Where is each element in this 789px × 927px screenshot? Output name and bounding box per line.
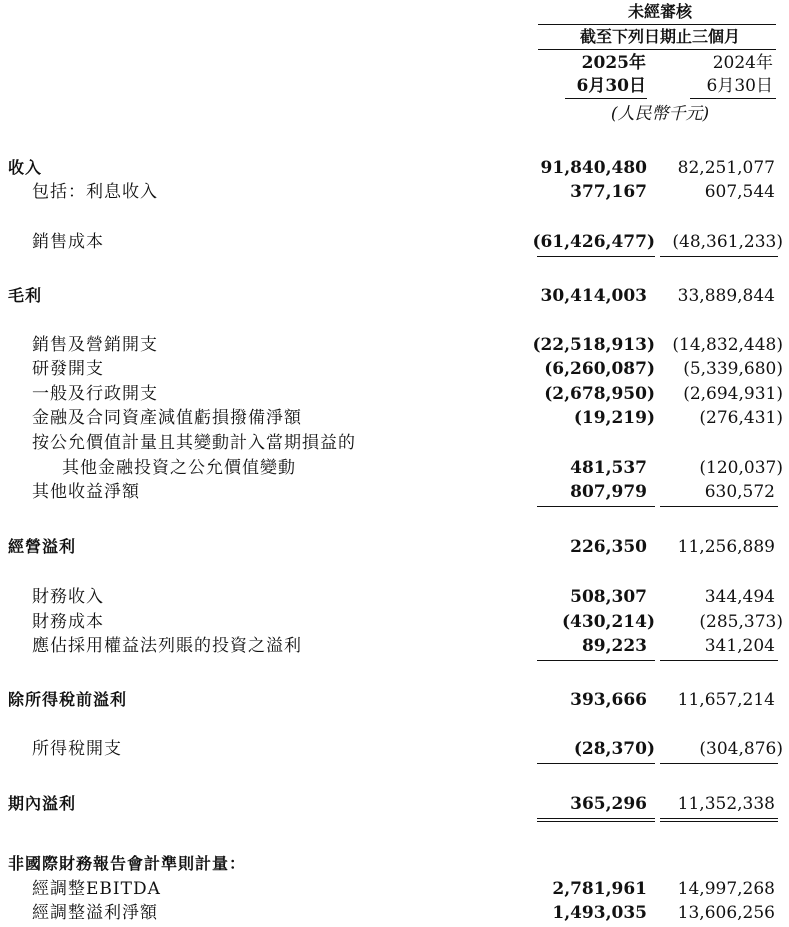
header-rule-2024 [690,98,776,99]
period-note: 截至下列日期止三個月 [579,27,740,46]
gross-profit-label: 毛利 [8,286,43,305]
rule-tax-2025 [537,763,655,764]
operating-profit-2025: 226,350 [570,537,647,557]
rd-expenses-label: 研發開支 [32,359,104,379]
gross-profit-2024: 33,889,844 [677,286,775,306]
equity-share-2024: 341,204 [704,636,775,656]
double-rule-2024 [660,818,778,822]
admin-expenses-2025: (2,678,950) [544,384,655,404]
profit-for-period-2024: 11,352,338 [677,794,775,814]
header-rule-top [538,24,776,25]
col-2025-date: 6月30日 [576,76,646,96]
cost-of-sales-2025: (61,426,477) [532,232,655,252]
impairment-label: 金融及合同資產減值虧損撥備淨額 [32,408,302,428]
cost-of-sales-label: 銷售成本 [32,232,104,252]
fvtpl-2025: 481,537 [570,458,647,478]
rule-other-2024 [660,506,778,507]
cost-of-sales-2024: (48,361,233) [672,232,783,252]
header-rule-2025 [565,98,647,99]
col-2025-year: 2025年 [581,53,646,73]
impairment-2024: (276,431) [699,408,783,428]
adjusted-ebitda-2025: 2,781,961 [552,879,647,899]
revenue-label: 收入 [8,158,43,177]
double-rule-2025 [537,818,655,822]
income-tax-label: 所得稅開支 [32,739,122,759]
non-ifrs-heading: 非國際財務報告會計準則計量： [8,854,247,873]
adjusted-net-profit-2025: 1,493,035 [552,903,647,923]
operating-profit-2024: 11,256,889 [677,537,775,557]
header-rule-mid [538,49,776,50]
other-income-2024: 630,572 [704,482,775,502]
finance-income-2024: 344,494 [704,587,775,607]
rule-equity-2025 [537,660,655,661]
rd-expenses-2024: (5,339,680) [683,359,783,379]
adjusted-net-profit-2024: 13,606,256 [677,903,775,923]
adjusted-net-profit-label: 經調整溢利淨額 [32,903,158,923]
col-2024-year: 2024年 [712,53,773,73]
finance-costs-2024: (285,373) [699,612,783,632]
equity-share-label: 應佔採用權益法列賬的投資之溢利 [32,636,302,656]
finance-costs-label: 財務成本 [32,612,104,632]
other-income-label: 其他收益淨額 [32,482,140,502]
rule-equity-2024 [660,660,778,661]
interest-income-2025: 377,167 [570,182,647,202]
profit-before-tax-2024: 11,657,214 [677,690,775,710]
finance-income-label: 財務收入 [32,587,104,607]
profit-before-tax-2025: 393,666 [570,690,647,710]
rule-other-2025 [537,506,655,507]
admin-expenses-2024: (2,694,931) [683,384,783,404]
fvtpl-label-line2: 其他金融投資之公允價值變動 [62,458,296,478]
finance-costs-2025: (430,214) [562,612,655,632]
interest-income-label: 包括：利息收入 [32,182,158,202]
income-tax-2025: (28,370) [573,739,655,759]
rd-expenses-2025: (6,260,087) [544,359,655,379]
operating-profit-label: 經營溢利 [8,537,77,556]
rule-tax-2024 [660,763,778,764]
adjusted-ebitda-2024: 14,997,268 [677,879,775,899]
profit-for-period-2025: 365,296 [570,794,647,814]
fvtpl-label-line1: 按公允價值計量且其變動計入當期損益的 [32,433,356,453]
adjusted-ebitda-label: 經調整EBITDA [32,879,161,899]
unit-note: (人民幣千元) [610,104,710,124]
selling-expenses-2024: (14,832,448) [672,335,783,355]
audit-note: 未經審核 [627,2,692,21]
income-tax-2024: (304,876) [699,739,783,759]
admin-expenses-label: 一般及行政開支 [32,384,158,404]
selling-expenses-label: 銷售及營銷開支 [32,335,158,355]
other-income-2025: 807,979 [570,482,647,502]
col-2024-date: 6月30日 [706,76,773,96]
interest-income-2024: 607,544 [704,182,775,202]
rule-cost-2025 [537,256,655,257]
equity-share-2025: 89,223 [581,636,647,656]
gross-profit-2025: 30,414,003 [540,286,647,306]
fvtpl-2024: (120,037) [699,458,783,478]
selling-expenses-2025: (22,518,913) [532,335,655,355]
profit-before-tax-label: 除所得稅前溢利 [8,690,128,709]
profit-for-period-label: 期內溢利 [8,794,77,813]
revenue-2024: 82,251,077 [677,158,775,178]
impairment-2025: (19,219) [573,408,655,428]
rule-cost-2024 [660,256,778,257]
finance-income-2025: 508,307 [570,587,647,607]
revenue-2025: 91,840,480 [540,158,647,178]
